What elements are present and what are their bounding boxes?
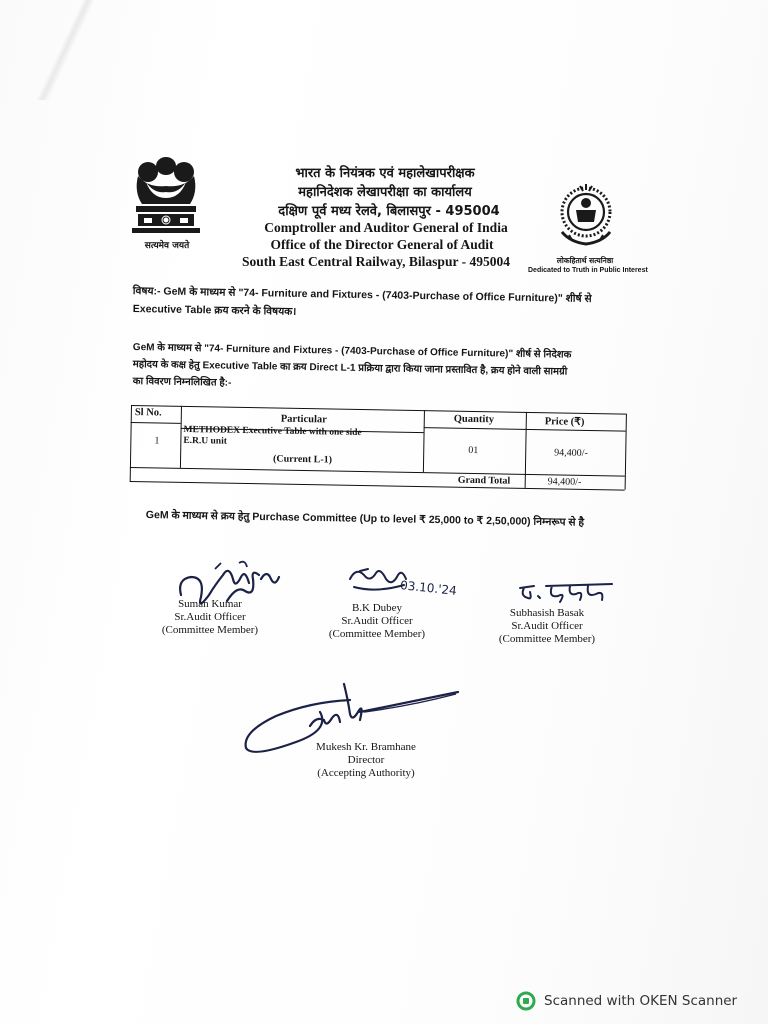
signatory-2-role: (Committee Member)	[328, 628, 426, 640]
header-price: Price (₹)	[544, 416, 585, 428]
oken-scanner-logo-icon	[516, 991, 536, 1011]
signatory-2-name: B.K Dubey	[351, 602, 403, 614]
paragraph-line-1: GeM के माध्यम से "74- Furniture and Fixtures - (7403-Purchase of Office Furniture)" शीर्ष से निदेशक	[132, 341, 572, 361]
right-emblem-motto-hindi: लोकहितार्थ सत्यनिष्ठा	[556, 256, 614, 265]
header-hindi-line-3: दक्षिण पूर्व मध्य रेलवे, बिलासपुर - 495004	[278, 204, 500, 219]
signatory-3-designation: Sr.Audit Officer	[511, 620, 583, 632]
row-1-particular-line-1: METHODEX Executive Table with one side	[183, 424, 362, 439]
scanner-watermark	[516, 990, 737, 1012]
left-emblem-motto: सत्यमेव जयते	[144, 241, 190, 251]
signatory-2	[322, 602, 432, 641]
items-table	[130, 405, 626, 494]
header-particular: Particular	[280, 413, 327, 426]
page-fold-shadow	[30, 0, 100, 100]
approver	[306, 741, 426, 780]
signatory-3-role: (Committee Member)	[498, 633, 596, 645]
header-hindi-line-2: महानिदेशक लेखापरीक्षा का कार्यालय	[298, 185, 472, 200]
approver-name: Mukesh Kr. Bramhane	[316, 741, 416, 753]
header-english-line-3: South East Central Railway, Bilaspur - 495004	[242, 254, 510, 269]
subject-line-1: विषय:- GeM के माध्यम से "74- Furniture and Fixtures - (7403-Purchase of Office Furniture)" शीर्ष से	[132, 284, 592, 306]
signature-subhasish-basak	[516, 580, 620, 608]
signatory-3	[492, 607, 602, 646]
row-1-quantity: 01	[468, 444, 479, 457]
header-sl-no: Sl No.	[134, 407, 162, 419]
right-emblem-motto-english: Dedicated to Truth in Public Interest	[528, 267, 648, 274]
signatory-1	[150, 598, 270, 637]
subject-line-2: Executive Table क्रय करने के विषयक।	[132, 302, 297, 318]
approver-designation: Director	[347, 754, 385, 766]
header-english-line-1: Comptroller and Auditor General of India	[264, 220, 508, 235]
committee-note: GeM के माध्यम से क्रय हेतु Purchase Committee (Up to level ₹ 25,000 to ₹ 2,50,000) निम्नरूप से है	[145, 508, 585, 529]
ashoka-emblem-icon	[124, 152, 208, 238]
signatory-3-name: Subhasish Basak	[509, 607, 585, 619]
header-quantity: Quantity	[453, 413, 495, 426]
signatory-2-date: 03.10.'24	[399, 578, 458, 598]
paragraph-line-2: महोदय के कक्ष हेतु Executive Table का क्रय Direct L-1 प्रक्रिया द्वारा किया जाना प्रस्तावित है, क्रय होने वाली सामग्री	[132, 358, 568, 378]
scanner-watermark-text: Scanned with OKEN Scanner	[544, 993, 738, 1009]
row-1-price: 94,400/-	[554, 447, 588, 459]
grand-total-label: Grand Total	[457, 474, 511, 487]
cag-seal-icon	[550, 180, 622, 256]
header-english-line-2: Office of the Director General of Audit	[270, 237, 494, 252]
signatory-2-designation: Sr.Audit Officer	[341, 615, 413, 627]
row-1-particular-note: (Current L-1)	[272, 453, 333, 466]
signatory-1-name: Suman Kumar	[178, 598, 242, 610]
signatory-1-role: (Committee Member)	[161, 624, 259, 636]
header-hindi-line-1: भारत के नियंत्रक एवं महालेखापरीक्षक	[295, 166, 475, 181]
approver-role: (Accepting Authority)	[317, 767, 415, 779]
row-1-particular-line-2: E.R.U unit	[183, 435, 228, 447]
signatory-1-designation: Sr.Audit Officer	[174, 611, 246, 623]
paragraph-line-3: का विवरण निम्नलिखित है:-	[132, 375, 232, 389]
row-1-sl: 1	[154, 435, 160, 447]
grand-total-value: 94,400/-	[547, 476, 582, 488]
